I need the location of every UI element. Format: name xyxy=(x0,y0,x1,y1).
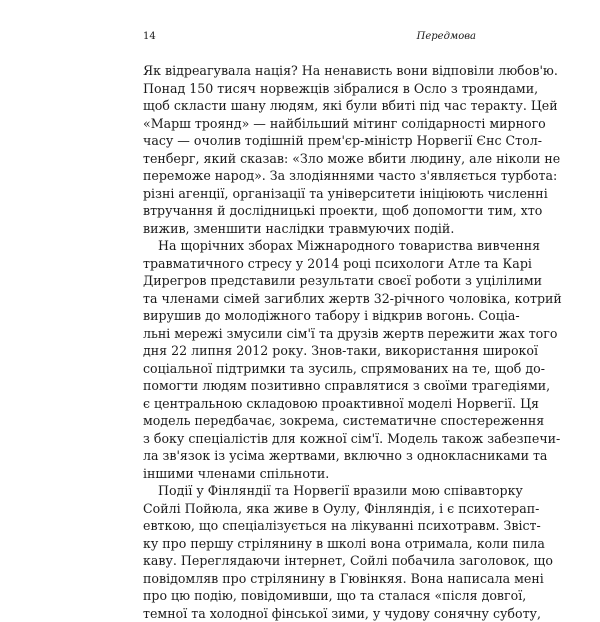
text-line: Понад 150 тисяч норвежців зібралися в Осло з трояндами, xyxy=(143,80,476,98)
page-header xyxy=(143,30,476,44)
text-line: «Марш троянд» — найбільший мітинг солідарності мирного xyxy=(143,115,476,133)
text-line: льні мережі змусили сім'ї та друзів жертв пережити жах того xyxy=(143,325,476,343)
text-line: про цю подію, повідомивши, що та сталася «після довгої, xyxy=(143,587,476,605)
text-line: ла зв'язок із усіма жертвами, включно з однокласниками та xyxy=(143,447,476,465)
text-line: втручання й дослідницькі проекти, щоб допомогти тим, хто xyxy=(143,202,476,220)
text-line: ку про першу стрілянину в школі вона отримала, коли пила xyxy=(143,535,476,553)
body-text xyxy=(143,62,476,622)
text-line: Події у Фінляндії та Норвегії вразили мою співавторку xyxy=(143,482,476,500)
text-line: Як відреагувала нація? На ненависть вони відповіли любов'ю. xyxy=(143,62,476,80)
text-line: евткою, що спеціалізується на лікуванні психотравм. Звіст- xyxy=(143,517,476,535)
text-line: тенберг, який сказав: «Зло може вбити людину, але ніколи не xyxy=(143,150,476,168)
text-line: модель передбачає, зокрема, систематичне спостереження xyxy=(143,412,476,430)
text-line: з боку спеціалістів для кожної сім'ї. Модель також забезпечи- xyxy=(143,430,476,448)
text-line: травматичного стресу у 2014 році психологи Атле та Карі xyxy=(143,255,476,273)
running-head: Передмова xyxy=(417,30,476,44)
text-line: різні агенції, організації та університети ініціюють численні xyxy=(143,185,476,203)
text-line: каву. Переглядаючи інтернет, Сойлі побачила заголовок, що xyxy=(143,552,476,570)
page-number: 14 xyxy=(143,30,156,44)
text-line: щоб скласти шану людям, які були вбиті під час теракту. Цей xyxy=(143,97,476,115)
text-line: вижив, зменшити наслідки травмуючих подій. xyxy=(143,220,476,238)
text-line: Дирегров представили результати своєї роботи з уцілілими xyxy=(143,272,476,290)
text-line: іншими членами спільноти. xyxy=(143,465,476,483)
text-line: Сойлі Пойюла, яка живе в Оулу, Фінляндія, і є психотерап- xyxy=(143,500,476,518)
text-line: темної та холодної фінської зими, у чудову сонячну суботу, xyxy=(143,605,476,622)
paragraph-2 xyxy=(143,237,476,482)
text-line: дня 22 липня 2012 року. Знов-таки, використання широкої xyxy=(143,342,476,360)
text-line: є центральною складовою проактивної моделі Норвегії. Ця xyxy=(143,395,476,413)
text-line: та членами сімей загиблих жертв 32-річного чоловіка, котрий xyxy=(143,290,476,308)
text-line: повідомляв про стрілянину в Гювінкяя. Вона написала мені xyxy=(143,570,476,588)
text-line: переможе народ». За злодіяннями часто з'являється турбота: xyxy=(143,167,476,185)
text-line: соціальної підтримки та зусиль, спрямованих на те, щоб до- xyxy=(143,360,476,378)
paragraph-3 xyxy=(143,482,476,622)
text-line: помогти людям позитивно справлятися з своїми трагедіями, xyxy=(143,377,476,395)
text-line: На щорічних зборах Міжнародного товариства вивчення xyxy=(143,237,476,255)
text-line: часу — очолив тодішній прем'єр-міністр Норвегії Єнс Стол- xyxy=(143,132,476,150)
text-line: вирушив до молодіжного табору і відкрив вогонь. Соціа- xyxy=(143,307,476,325)
paragraph-1 xyxy=(143,62,476,237)
